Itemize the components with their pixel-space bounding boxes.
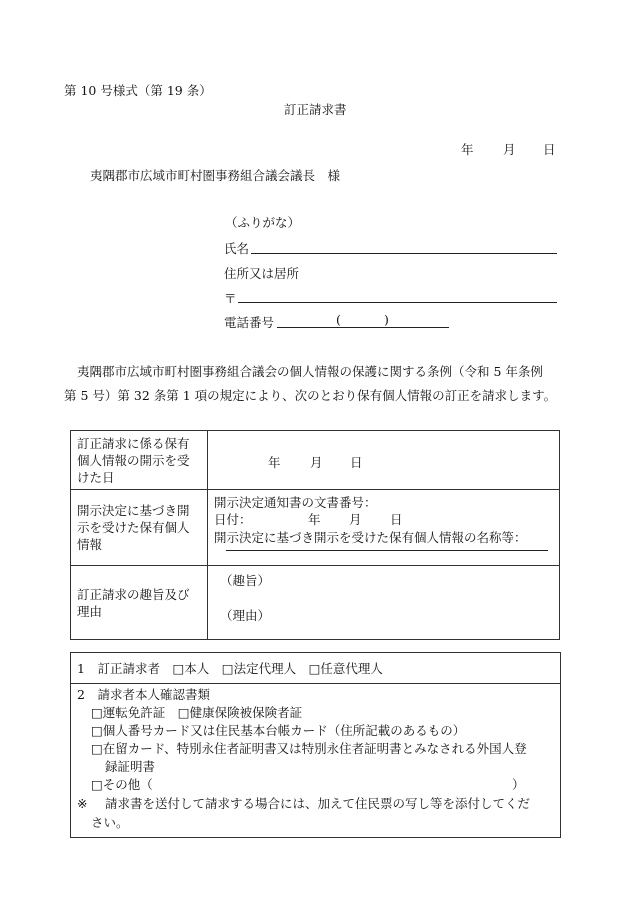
- note-line-1: 請求書を送付して請求する場合には、加えて住民票の写し等を添付してくだ: [105, 796, 531, 811]
- label-line: けた日: [77, 469, 115, 485]
- id-doc-other[interactable]: □その他（: [91, 777, 153, 792]
- table-label-disclosure-date: [71, 431, 208, 490]
- form-title: 訂正請求書: [284, 102, 347, 117]
- id-doc-option-3[interactable]: □在留カード、特別永住者証明書又は特別永住者証明書とみなされる外国人登: [91, 741, 527, 756]
- table-label-purpose-reason: [71, 566, 208, 640]
- request-table: [70, 430, 560, 640]
- reason-label: （理由）: [220, 608, 271, 623]
- name-field-line[interactable]: [251, 253, 557, 254]
- label-line: 理由: [77, 603, 103, 619]
- row2-month: 月: [349, 512, 362, 527]
- row1-month: 月: [310, 455, 323, 470]
- requester-type-line[interactable]: 1 訂正請求者 □本人 □法定代理人 □任意代理人: [77, 661, 383, 676]
- label-line: 個人情報の開示を受: [77, 452, 190, 468]
- disclosed-info-cell[interactable]: [208, 490, 560, 566]
- label-line: 訂正請求の趣旨及び: [77, 586, 190, 602]
- row1-year: 年: [268, 455, 281, 470]
- date-label: 日付：: [214, 512, 252, 527]
- row1-day: 日: [350, 455, 363, 470]
- table-row-disclosed-info: [71, 490, 560, 566]
- id-docs-title: 2 請求者本人確認書類: [77, 687, 210, 702]
- name-label: 氏名: [224, 241, 250, 256]
- info-name-label: 開示決定に基づき開示を受けた保有個人情報の名称等：: [214, 530, 527, 545]
- table-label-disclosed-info: [71, 490, 208, 566]
- postal-mark: 〒: [224, 291, 237, 306]
- date-year-label: 年: [461, 142, 474, 157]
- table-row-disclosure-date: [71, 431, 560, 490]
- furigana-label: （ふりがな）: [225, 215, 301, 230]
- intro-line-1: 夷隅郡市広域市町村圏事務組合議会の個人情報の保護に関する条例（令和 5 年条例: [77, 364, 543, 379]
- table-row-purpose-reason: [71, 566, 560, 640]
- doc-number-label: 開示決定通知書の文書番号：: [214, 495, 377, 510]
- phone-label: 電話番号: [224, 315, 275, 330]
- label-line: 示を受けた保有個人: [77, 520, 190, 535]
- row2-year: 年: [308, 512, 321, 527]
- label-line: 訂正請求に係る保有: [77, 435, 190, 451]
- id-doc-option-3-cont: 録証明書: [105, 759, 156, 774]
- phone-paren-close: ): [384, 312, 389, 327]
- note-line-2: さい。: [91, 815, 129, 830]
- label-line: 情報: [77, 537, 103, 552]
- phone-paren-open: (: [336, 312, 341, 327]
- intro-line-2: 第 5 号）第 32 条第 1 項の規定により、次のとおり保有個人情報の訂正を請求します。: [64, 388, 557, 403]
- date-day-label: 日: [543, 142, 556, 157]
- note-mark: ※: [77, 796, 88, 811]
- addressee: 夷隅郡市広域市町村圏事務組合議会議長 様: [90, 168, 341, 183]
- form-number: 第 10 号様式（第 19 条）: [64, 83, 212, 98]
- requester-info-box: [70, 652, 561, 838]
- id-doc-other-close: ）: [512, 777, 525, 792]
- date-month-label: 月: [503, 142, 516, 157]
- label-line: 開示決定に基づき開: [77, 503, 190, 518]
- purpose-label: （趣旨）: [220, 573, 271, 588]
- disclosure-date-cell[interactable]: [208, 431, 560, 490]
- row2-day: 日: [390, 512, 403, 527]
- id-doc-option-2[interactable]: □個人番号カード又は住民基本台帳カード（住所記載のあるもの）: [91, 723, 466, 738]
- phone-field-line[interactable]: [277, 327, 449, 328]
- address-label: 住所又は居所: [224, 266, 300, 281]
- address-field-line[interactable]: [238, 302, 557, 303]
- id-doc-option-1[interactable]: □運転免許証 □健康保険被保険者証: [91, 705, 303, 720]
- info-name-line: [226, 550, 548, 551]
- purpose-reason-cell[interactable]: [208, 566, 560, 640]
- requester-row: [71, 653, 560, 684]
